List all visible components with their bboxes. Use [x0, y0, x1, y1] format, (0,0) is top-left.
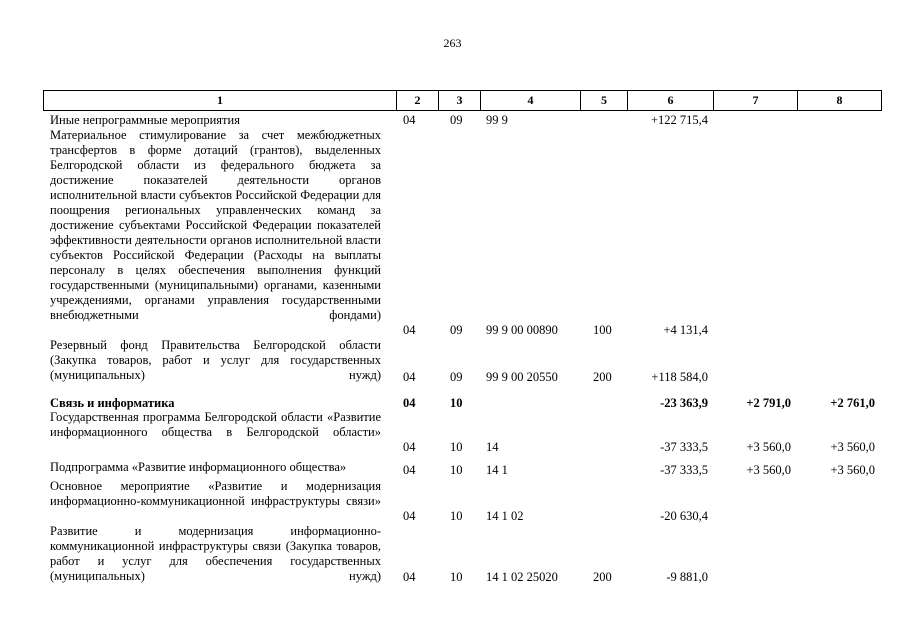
column-header-1: 1 — [44, 91, 397, 111]
row-target-code: 14 1 02 25020 — [486, 570, 558, 584]
row-description: Подпрограмма «Развитие информационного общества» — [50, 460, 347, 474]
row-description: Развитие и модернизация информационно-коммуникационной инфраструктуры связи (Закупка товаров, работ и услуг для обеспечения государственных (муниципальных) нужд) — [50, 524, 381, 583]
column-header-2: 2 — [397, 91, 439, 111]
row-subsection: 10 — [450, 570, 463, 584]
row-section: 04 — [403, 370, 416, 384]
row-amount-col6: -9 881,0 — [666, 570, 708, 584]
row-section: 04 — [403, 463, 416, 477]
column-header-5: 5 — [581, 91, 628, 111]
column-header-row — [44, 91, 882, 111]
row-description: Связь и информатика — [50, 396, 175, 410]
row-amount-col6: +118 584,0 — [651, 370, 708, 384]
row-amount-col8: +2 761,0 — [830, 396, 875, 410]
row-description: Основное мероприятие «Развитие и модернизация информационно-коммуникационной инфраструктуры связи» — [50, 479, 381, 508]
row-subsection: 10 — [450, 440, 463, 454]
row-description: Иные непрограммные мероприятия — [50, 113, 240, 127]
row-target-code: 99 9 00 20550 — [486, 370, 558, 384]
row-expense-type: 200 — [593, 370, 612, 384]
row-amount-col7: +3 560,0 — [746, 440, 791, 454]
row-subsection: 10 — [450, 396, 463, 410]
page-number: 263 — [443, 36, 462, 50]
column-header-8: 8 — [798, 91, 882, 111]
row-section: 04 — [403, 113, 416, 127]
row-target-code: 14 1 — [486, 463, 508, 477]
row-section: 04 — [403, 323, 416, 337]
row-amount-col6: -20 630,4 — [660, 509, 708, 523]
row-expense-type: 200 — [593, 570, 612, 584]
row-target-code: 14 1 02 — [486, 509, 524, 523]
row-description: Материальное стимулирование за счет межбюджетных трансфертов в форме дотаций (грантов), выделенных Белгородской области из федерального бюджета за достижение показателей деятельности органов исполнительной власти субъектов Российской Федерации для поощрения региональных управленческих команд за достижение субъектами Российской Федерации показателей эффективности деятельности органов исполнительной власти субъектов Российской Федерации (Расходы на выплаты персоналу в целях обеспечения выполнения функций государственными (муниципальными) органами, казенными учреждениями, органами управления государственными внебюджетными фондами) — [50, 128, 381, 322]
row-target-code: 99 9 — [486, 113, 508, 127]
row-target-code: 14 — [486, 440, 499, 454]
row-amount-col6: -37 333,5 — [660, 463, 708, 477]
row-description: Резервный фонд Правительства Белгородской области (Закупка товаров, работ и услуг для государственных (муниципальных) нужд) — [50, 338, 381, 382]
row-expense-type: 100 — [593, 323, 612, 337]
row-subsection: 10 — [450, 463, 463, 477]
column-header-4: 4 — [481, 91, 581, 111]
row-subsection: 09 — [450, 323, 463, 337]
column-header-table — [43, 90, 882, 111]
row-section: 04 — [403, 440, 416, 454]
row-section: 04 — [403, 396, 416, 410]
row-section: 04 — [403, 570, 416, 584]
row-subsection: 10 — [450, 509, 463, 523]
row-subsection: 09 — [450, 370, 463, 384]
row-amount-col6: -23 363,9 — [660, 396, 708, 410]
row-amount-col7: +3 560,0 — [746, 463, 791, 477]
column-header-6: 6 — [628, 91, 714, 111]
row-amount-col8: +3 560,0 — [830, 440, 875, 454]
row-description: Государственная программа Белгородской области «Развитие информационного общества в Белгородской области» — [50, 410, 381, 439]
row-subsection: 09 — [450, 113, 463, 127]
row-amount-col6: +4 131,4 — [663, 323, 708, 337]
column-header-7: 7 — [714, 91, 798, 111]
row-amount-col6: +122 715,4 — [650, 113, 708, 127]
row-section: 04 — [403, 509, 416, 523]
row-amount-col7: +2 791,0 — [746, 396, 791, 410]
column-header-3: 3 — [439, 91, 481, 111]
row-target-code: 99 9 00 00890 — [486, 323, 558, 337]
row-amount-col8: +3 560,0 — [830, 463, 875, 477]
row-amount-col6: -37 333,5 — [660, 440, 708, 454]
